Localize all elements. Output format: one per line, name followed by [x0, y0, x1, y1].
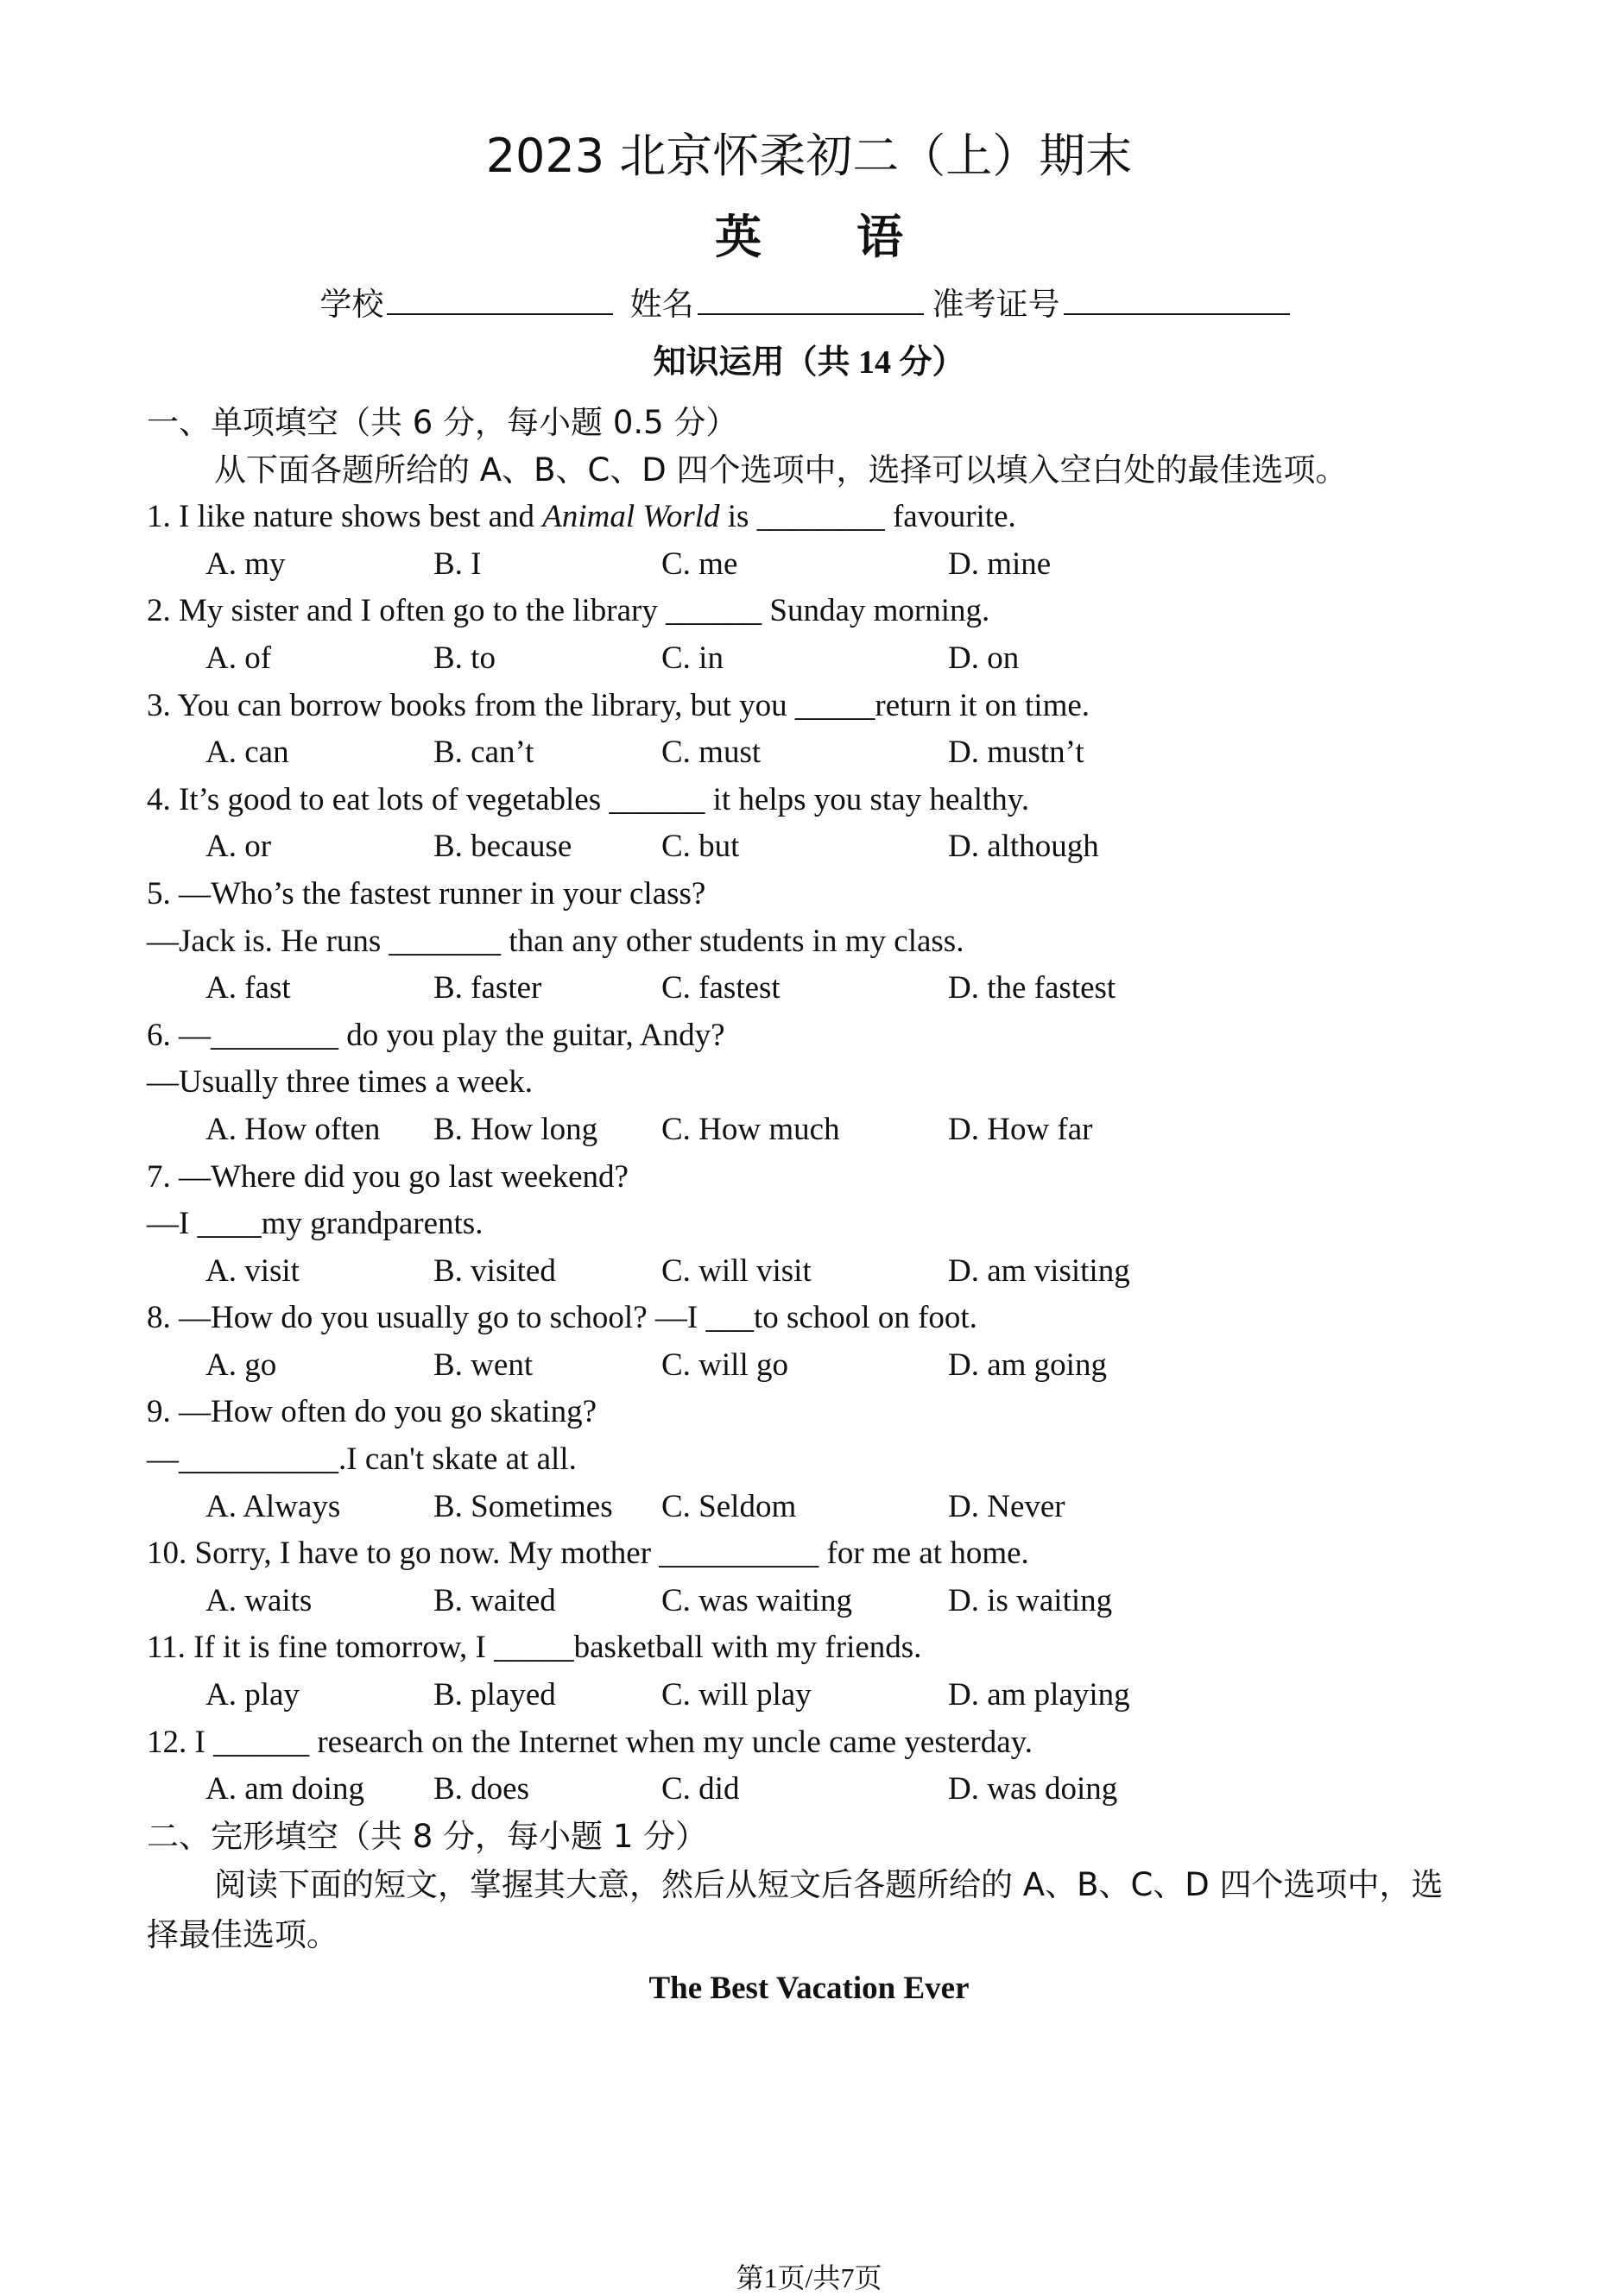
question-1-stem: 1. I like nature shows best and Animal World is ________ favourite. — [147, 499, 1016, 535]
section-1-instruction: 从下面各题所给的 A、B、C、D 四个选项中，选择可以填入空白处的最佳选项。 — [214, 451, 1348, 489]
option-b[interactable]: B. to — [433, 640, 496, 676]
question-4-options — [147, 823, 1480, 871]
option-b[interactable]: B. Sometimes — [433, 1488, 613, 1524]
option-d[interactable]: D. is waiting — [948, 1582, 1113, 1618]
question-12-options — [147, 1766, 1480, 1813]
option-a[interactable]: A. or — [205, 829, 272, 865]
option-d[interactable]: D. mine — [948, 546, 1052, 582]
question-4-stem: 4. It’s good to eat lots of vegetables ______ it helps you stay healthy. — [147, 781, 1030, 817]
option-a[interactable]: A. can — [205, 735, 289, 771]
option-d[interactable]: D. was doing — [948, 1771, 1118, 1807]
question-9-stem: 9. —How often do you go skating? — [147, 1394, 597, 1430]
question-5-stem: 5. —Who’s the fastest runner in your class? — [147, 875, 706, 911]
option-a[interactable]: A. waits — [205, 1582, 313, 1618]
option-b[interactable]: B. does — [433, 1771, 529, 1807]
section-2-heading: 二、完形填空（共 8 分，每小题 1 分） — [147, 1817, 708, 1855]
option-b[interactable]: B. because — [433, 829, 572, 865]
school-blank[interactable] — [387, 286, 613, 315]
option-d[interactable]: D. am visiting — [948, 1252, 1130, 1289]
option-d[interactable]: D. on — [948, 640, 1020, 676]
question-5-reply: —Jack is. He runs _______ than any other students in my class. — [147, 923, 964, 959]
exam-id-label: 准考证号 — [932, 287, 1060, 323]
question-7-reply: —I ____my grandparents. — [147, 1206, 484, 1242]
question-1-options — [147, 541, 1480, 589]
option-c[interactable]: C. was waiting — [661, 1582, 852, 1618]
question-5-options — [147, 965, 1480, 1012]
subject-title: 英语 — [715, 210, 998, 264]
question-8-options — [147, 1342, 1480, 1390]
question-6-options — [147, 1107, 1480, 1154]
question-9-options — [147, 1484, 1480, 1531]
name-label: 姓名 — [629, 287, 694, 323]
option-c[interactable]: C. Seldom — [661, 1488, 797, 1524]
passage-title: The Best Vacation Ever — [648, 1971, 970, 2006]
question-3-options — [147, 729, 1480, 777]
exam-title: 2023 北京怀柔初二（上）期末 — [485, 129, 1133, 183]
question-7-stem: 7. —Where did you go last weekend? — [147, 1158, 629, 1195]
section-1 — [147, 400, 1480, 1960]
option-d[interactable]: D. am playing — [948, 1677, 1130, 1713]
option-d[interactable]: D. the fastest — [948, 970, 1116, 1006]
part-title: 知识运用（共 14 分） — [653, 344, 965, 381]
exam-id-blank[interactable] — [1064, 286, 1290, 315]
section-1-heading: 一、单项填空（共 6 分，每小题 0.5 分） — [147, 404, 738, 441]
question-7-options — [147, 1248, 1480, 1296]
option-a[interactable]: A. Always — [205, 1488, 341, 1524]
option-c[interactable]: C. did — [661, 1771, 740, 1807]
name-blank[interactable] — [698, 286, 924, 315]
option-a[interactable]: A. fast — [205, 970, 291, 1006]
option-a[interactable]: A. How often — [205, 1111, 381, 1147]
option-c[interactable]: C. but — [661, 829, 740, 865]
section-2-instruction-line-1: 阅读下面的短文，掌握其大意，然后从短文后各题所给的 A、B、C、D 四个选项中，选 — [214, 1866, 1444, 1904]
option-c[interactable]: C. me — [661, 546, 738, 582]
question-3-stem: 3. You can borrow books from the library, but you _____return it on time. — [147, 687, 1090, 723]
option-a[interactable]: A. of — [205, 640, 272, 676]
option-a[interactable]: A. visit — [205, 1252, 300, 1289]
option-b[interactable]: B. visited — [433, 1252, 556, 1289]
option-b[interactable]: B. can’t — [433, 735, 534, 771]
option-d[interactable]: D. Never — [948, 1488, 1065, 1524]
question-2-options — [147, 635, 1480, 683]
option-c[interactable]: C. will visit — [661, 1252, 812, 1289]
option-c[interactable]: C. in — [661, 640, 724, 676]
option-a[interactable]: A. my — [205, 546, 286, 582]
section-2-instruction-line-2: 择最佳选项。 — [147, 1916, 338, 1954]
option-b[interactable]: B. faster — [433, 970, 542, 1006]
page-indicator: 第1页/共7页 — [736, 2262, 882, 2293]
question-12-stem: 12. I ______ research on the Internet when my uncle came yesterday. — [147, 1724, 1033, 1760]
option-c[interactable]: C. will go — [661, 1347, 788, 1383]
question-8-stem: 8. —How do you usually go to school? —I ___to school on foot. — [147, 1300, 977, 1336]
question-9-reply: —__________.I can't skate at all. — [147, 1441, 577, 1478]
option-b[interactable]: B. I — [433, 546, 482, 582]
option-c[interactable]: C. will play — [661, 1677, 812, 1713]
option-a[interactable]: A. play — [205, 1677, 300, 1713]
option-d[interactable]: D. although — [948, 829, 1099, 865]
option-d[interactable]: D. mustn’t — [948, 735, 1084, 771]
option-c[interactable]: C. fastest — [661, 970, 781, 1006]
option-d[interactable]: D. How far — [948, 1111, 1093, 1147]
question-11-options — [147, 1672, 1480, 1719]
option-b[interactable]: B. How long — [433, 1111, 598, 1147]
option-a[interactable]: A. go — [205, 1347, 277, 1383]
question-10-stem: 10. Sorry, I have to go now. My mother __________ for me at home. — [147, 1536, 1029, 1572]
student-info-row — [0, 278, 1618, 325]
option-b[interactable]: B. played — [433, 1677, 556, 1713]
option-c[interactable]: C. must — [661, 735, 762, 771]
question-10-options — [147, 1578, 1480, 1625]
question-11-stem: 11. If it is fine tomorrow, I _____basketball with my friends. — [147, 1630, 922, 1666]
question-6-reply: —Usually three times a week. — [147, 1064, 533, 1101]
option-c[interactable]: C. How much — [661, 1111, 840, 1147]
question-2-stem: 2. My sister and I often go to the library ______ Sunday morning. — [147, 593, 990, 629]
option-a[interactable]: A. am doing — [205, 1771, 364, 1807]
option-b[interactable]: B. went — [433, 1347, 534, 1383]
school-label: 学校 — [319, 287, 384, 323]
question-6-stem: 6. —________ do you play the guitar, Andy? — [147, 1017, 725, 1053]
option-b[interactable]: B. waited — [433, 1582, 556, 1618]
option-d[interactable]: D. am going — [948, 1347, 1107, 1383]
